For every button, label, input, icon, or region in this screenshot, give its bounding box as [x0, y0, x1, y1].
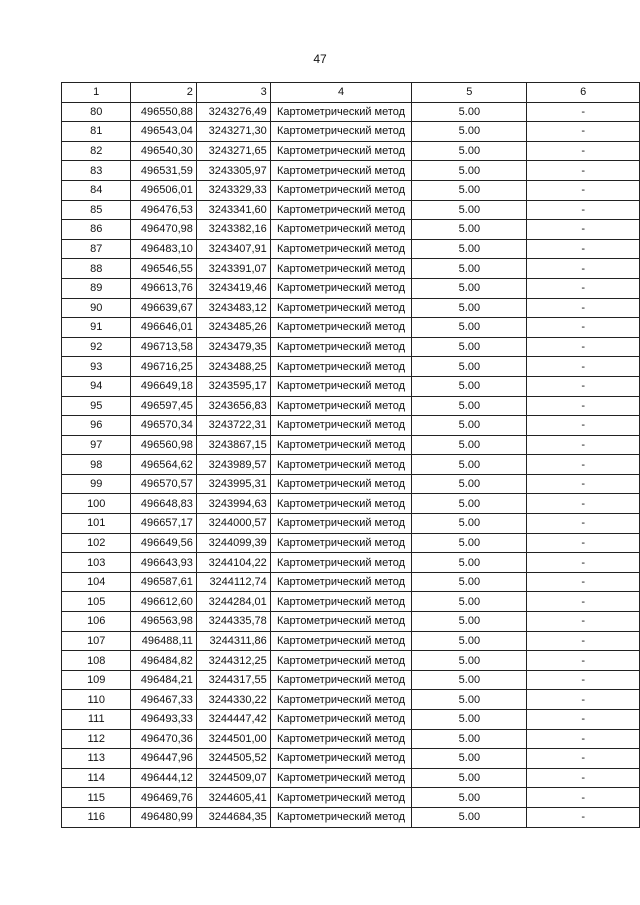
note-cell: - — [527, 141, 640, 161]
accuracy-cell: 5.00 — [412, 533, 527, 553]
x-coordinate-cell: 496470,98 — [131, 220, 196, 240]
x-coordinate-cell: 496639,67 — [131, 298, 196, 318]
table-header-row — [62, 83, 640, 103]
method-cell: Картометрический метод — [270, 670, 412, 690]
x-coordinate-cell: 496447,96 — [131, 749, 196, 769]
note-cell: - — [527, 220, 640, 240]
accuracy-cell: 5.00 — [412, 768, 527, 788]
note-cell: - — [527, 592, 640, 612]
method-cell: Картометрический метод — [270, 239, 412, 259]
table-row — [62, 690, 640, 710]
y-coordinate-cell: 3243271,65 — [196, 141, 270, 161]
y-coordinate-cell: 3244284,01 — [196, 592, 270, 612]
accuracy-cell: 5.00 — [412, 749, 527, 769]
accuracy-cell: 5.00 — [412, 788, 527, 808]
y-coordinate-cell: 3244312,25 — [196, 651, 270, 671]
table-row — [62, 749, 640, 769]
y-coordinate-cell: 3244311,86 — [196, 631, 270, 651]
note-cell: - — [527, 690, 640, 710]
note-cell: - — [527, 749, 640, 769]
point-number-cell: 83 — [62, 161, 131, 181]
header-col-6: 6 — [527, 83, 640, 103]
accuracy-cell: 5.00 — [412, 239, 527, 259]
method-cell: Картометрический метод — [270, 651, 412, 671]
note-cell: - — [527, 102, 640, 122]
table-row — [62, 631, 640, 651]
point-number-cell: 102 — [62, 533, 131, 553]
method-cell: Картометрический метод — [270, 161, 412, 181]
y-coordinate-cell: 3244501,00 — [196, 729, 270, 749]
point-number-cell: 114 — [62, 768, 131, 788]
accuracy-cell: 5.00 — [412, 416, 527, 436]
accuracy-cell: 5.00 — [412, 141, 527, 161]
accuracy-cell: 5.00 — [412, 690, 527, 710]
table-row — [62, 416, 640, 436]
point-number-cell: 113 — [62, 749, 131, 769]
table-row — [62, 278, 640, 298]
x-coordinate-cell: 496506,01 — [131, 180, 196, 200]
method-cell: Картометрический метод — [270, 416, 412, 436]
method-cell: Картометрический метод — [270, 122, 412, 142]
method-cell: Картометрический метод — [270, 298, 412, 318]
x-coordinate-cell: 496476,53 — [131, 200, 196, 220]
table-row — [62, 396, 640, 416]
note-cell: - — [527, 180, 640, 200]
y-coordinate-cell: 3243479,35 — [196, 337, 270, 357]
method-cell: Картометрический метод — [270, 592, 412, 612]
table-row — [62, 572, 640, 592]
x-coordinate-cell: 496470,36 — [131, 729, 196, 749]
accuracy-cell: 5.00 — [412, 357, 527, 377]
coordinates-table — [61, 82, 640, 828]
method-cell: Картометрический метод — [270, 631, 412, 651]
note-cell: - — [527, 318, 640, 338]
x-coordinate-cell: 496550,88 — [131, 102, 196, 122]
table-row — [62, 494, 640, 514]
x-coordinate-cell: 496493,33 — [131, 710, 196, 730]
method-cell: Картометрический метод — [270, 220, 412, 240]
table-row — [62, 710, 640, 730]
note-cell: - — [527, 572, 640, 592]
y-coordinate-cell: 3244509,07 — [196, 768, 270, 788]
x-coordinate-cell: 496467,33 — [131, 690, 196, 710]
note-cell: - — [527, 768, 640, 788]
note-cell: - — [527, 710, 640, 730]
note-cell: - — [527, 612, 640, 632]
note-cell: - — [527, 122, 640, 142]
method-cell: Картометрический метод — [270, 749, 412, 769]
x-coordinate-cell: 496543,04 — [131, 122, 196, 142]
accuracy-cell: 5.00 — [412, 494, 527, 514]
accuracy-cell: 5.00 — [412, 435, 527, 455]
point-number-cell: 98 — [62, 455, 131, 475]
x-coordinate-cell: 496612,60 — [131, 592, 196, 612]
y-coordinate-cell: 3243483,12 — [196, 298, 270, 318]
y-coordinate-cell: 3243382,16 — [196, 220, 270, 240]
method-cell: Картометрический метод — [270, 318, 412, 338]
accuracy-cell: 5.00 — [412, 474, 527, 494]
x-coordinate-cell: 496649,56 — [131, 533, 196, 553]
accuracy-cell: 5.00 — [412, 200, 527, 220]
accuracy-cell: 5.00 — [412, 553, 527, 573]
x-coordinate-cell: 496570,57 — [131, 474, 196, 494]
x-coordinate-cell: 496657,17 — [131, 514, 196, 534]
table-row — [62, 102, 640, 122]
table-row — [62, 180, 640, 200]
y-coordinate-cell: 3243989,57 — [196, 455, 270, 475]
method-cell: Картометрический метод — [270, 180, 412, 200]
x-coordinate-cell: 496483,10 — [131, 239, 196, 259]
point-number-cell: 91 — [62, 318, 131, 338]
table-row — [62, 553, 640, 573]
table-header — [62, 83, 640, 103]
y-coordinate-cell: 3243329,33 — [196, 180, 270, 200]
x-coordinate-cell: 496613,76 — [131, 278, 196, 298]
note-cell: - — [527, 651, 640, 671]
y-coordinate-cell: 3243995,31 — [196, 474, 270, 494]
table-row — [62, 376, 640, 396]
y-coordinate-cell: 3244335,78 — [196, 612, 270, 632]
y-coordinate-cell: 3243867,15 — [196, 435, 270, 455]
note-cell: - — [527, 494, 640, 514]
method-cell: Картометрический метод — [270, 357, 412, 377]
x-coordinate-cell: 496484,82 — [131, 651, 196, 671]
accuracy-cell: 5.00 — [412, 592, 527, 612]
y-coordinate-cell: 3244605,41 — [196, 788, 270, 808]
point-number-cell: 90 — [62, 298, 131, 318]
y-coordinate-cell: 3244099,39 — [196, 533, 270, 553]
accuracy-cell: 5.00 — [412, 318, 527, 338]
y-coordinate-cell: 3243341,60 — [196, 200, 270, 220]
x-coordinate-cell: 496531,59 — [131, 161, 196, 181]
table-row — [62, 474, 640, 494]
method-cell: Картометрический метод — [270, 396, 412, 416]
note-cell: - — [527, 161, 640, 181]
accuracy-cell: 5.00 — [412, 376, 527, 396]
y-coordinate-cell: 3243595,17 — [196, 376, 270, 396]
point-number-cell: 100 — [62, 494, 131, 514]
accuracy-cell: 5.00 — [412, 122, 527, 142]
table-row — [62, 318, 640, 338]
header-col-1: 1 — [62, 83, 131, 103]
accuracy-cell: 5.00 — [412, 180, 527, 200]
method-cell: Картометрический метод — [270, 612, 412, 632]
x-coordinate-cell: 496546,55 — [131, 259, 196, 279]
method-cell: Картометрический метод — [270, 514, 412, 534]
y-coordinate-cell: 3244505,52 — [196, 749, 270, 769]
table-row — [62, 670, 640, 690]
header-col-4: 4 — [270, 83, 412, 103]
y-coordinate-cell: 3243276,49 — [196, 102, 270, 122]
method-cell: Картометрический метод — [270, 494, 412, 514]
y-coordinate-cell: 3244447,42 — [196, 710, 270, 730]
note-cell: - — [527, 670, 640, 690]
x-coordinate-cell: 496484,21 — [131, 670, 196, 690]
table-row — [62, 651, 640, 671]
note-cell: - — [527, 376, 640, 396]
y-coordinate-cell: 3244684,35 — [196, 807, 270, 827]
x-coordinate-cell: 496587,61 — [131, 572, 196, 592]
accuracy-cell: 5.00 — [412, 710, 527, 730]
accuracy-cell: 5.00 — [412, 161, 527, 181]
note-cell: - — [527, 396, 640, 416]
method-cell: Картометрический метод — [270, 376, 412, 396]
table-row — [62, 612, 640, 632]
accuracy-cell: 5.00 — [412, 396, 527, 416]
point-number-cell: 109 — [62, 670, 131, 690]
note-cell: - — [527, 474, 640, 494]
y-coordinate-cell: 3243722,31 — [196, 416, 270, 436]
y-coordinate-cell: 3244104,22 — [196, 553, 270, 573]
point-number-cell: 93 — [62, 357, 131, 377]
point-number-cell: 112 — [62, 729, 131, 749]
y-coordinate-cell: 3243419,46 — [196, 278, 270, 298]
note-cell: - — [527, 278, 640, 298]
method-cell: Картометрический метод — [270, 788, 412, 808]
point-number-cell: 88 — [62, 259, 131, 279]
y-coordinate-cell: 3243656,83 — [196, 396, 270, 416]
point-number-cell: 107 — [62, 631, 131, 651]
note-cell: - — [527, 553, 640, 573]
point-number-cell: 105 — [62, 592, 131, 612]
x-coordinate-cell: 496649,18 — [131, 376, 196, 396]
accuracy-cell: 5.00 — [412, 651, 527, 671]
accuracy-cell: 5.00 — [412, 298, 527, 318]
accuracy-cell: 5.00 — [412, 670, 527, 690]
x-coordinate-cell: 496469,76 — [131, 788, 196, 808]
point-number-cell: 111 — [62, 710, 131, 730]
method-cell: Картометрический метод — [270, 141, 412, 161]
table-row — [62, 768, 640, 788]
y-coordinate-cell: 3243994,63 — [196, 494, 270, 514]
table-row — [62, 239, 640, 259]
note-cell: - — [527, 533, 640, 553]
point-number-cell: 94 — [62, 376, 131, 396]
point-number-cell: 97 — [62, 435, 131, 455]
point-number-cell: 99 — [62, 474, 131, 494]
point-number-cell: 80 — [62, 102, 131, 122]
table-row — [62, 729, 640, 749]
x-coordinate-cell: 496563,98 — [131, 612, 196, 632]
table-row — [62, 298, 640, 318]
point-number-cell: 89 — [62, 278, 131, 298]
accuracy-cell: 5.00 — [412, 807, 527, 827]
method-cell: Картометрический метод — [270, 710, 412, 730]
header-col-5: 5 — [412, 83, 527, 103]
header-col-3: 3 — [196, 83, 270, 103]
x-coordinate-cell: 496646,01 — [131, 318, 196, 338]
x-coordinate-cell: 496643,93 — [131, 553, 196, 573]
table-row — [62, 788, 640, 808]
table-row — [62, 357, 640, 377]
y-coordinate-cell: 3243271,30 — [196, 122, 270, 142]
note-cell: - — [527, 337, 640, 357]
accuracy-cell: 5.00 — [412, 455, 527, 475]
y-coordinate-cell: 3244330,22 — [196, 690, 270, 710]
y-coordinate-cell: 3243488,25 — [196, 357, 270, 377]
accuracy-cell: 5.00 — [412, 259, 527, 279]
method-cell: Картометрический метод — [270, 435, 412, 455]
method-cell: Картометрический метод — [270, 807, 412, 827]
table-row — [62, 161, 640, 181]
method-cell: Картометрический метод — [270, 259, 412, 279]
method-cell: Картометрический метод — [270, 337, 412, 357]
x-coordinate-cell: 496488,11 — [131, 631, 196, 651]
note-cell: - — [527, 455, 640, 475]
x-coordinate-cell: 496444,12 — [131, 768, 196, 788]
x-coordinate-cell: 496648,83 — [131, 494, 196, 514]
y-coordinate-cell: 3244317,55 — [196, 670, 270, 690]
method-cell: Картометрический метод — [270, 200, 412, 220]
accuracy-cell: 5.00 — [412, 278, 527, 298]
note-cell: - — [527, 631, 640, 651]
y-coordinate-cell: 3243485,26 — [196, 318, 270, 338]
method-cell: Картометрический метод — [270, 553, 412, 573]
y-coordinate-cell: 3244112,74 — [196, 572, 270, 592]
accuracy-cell: 5.00 — [412, 572, 527, 592]
accuracy-cell: 5.00 — [412, 729, 527, 749]
accuracy-cell: 5.00 — [412, 102, 527, 122]
point-number-cell: 87 — [62, 239, 131, 259]
point-number-cell: 85 — [62, 200, 131, 220]
table-row — [62, 807, 640, 827]
y-coordinate-cell: 3244000,57 — [196, 514, 270, 534]
point-number-cell: 108 — [62, 651, 131, 671]
note-cell: - — [527, 514, 640, 534]
note-cell: - — [527, 259, 640, 279]
method-cell: Картометрический метод — [270, 690, 412, 710]
point-number-cell: 103 — [62, 553, 131, 573]
point-number-cell: 104 — [62, 572, 131, 592]
note-cell: - — [527, 788, 640, 808]
note-cell: - — [527, 357, 640, 377]
method-cell: Картометрический метод — [270, 455, 412, 475]
x-coordinate-cell: 496597,45 — [131, 396, 196, 416]
point-number-cell: 95 — [62, 396, 131, 416]
point-number-cell: 115 — [62, 788, 131, 808]
x-coordinate-cell: 496570,34 — [131, 416, 196, 436]
table-row — [62, 259, 640, 279]
y-coordinate-cell: 3243407,91 — [196, 239, 270, 259]
point-number-cell: 82 — [62, 141, 131, 161]
point-number-cell: 101 — [62, 514, 131, 534]
table-body — [62, 102, 640, 827]
point-number-cell: 96 — [62, 416, 131, 436]
method-cell: Картометрический метод — [270, 102, 412, 122]
point-number-cell: 106 — [62, 612, 131, 632]
table-row — [62, 533, 640, 553]
accuracy-cell: 5.00 — [412, 612, 527, 632]
x-coordinate-cell: 496564,62 — [131, 455, 196, 475]
note-cell: - — [527, 239, 640, 259]
method-cell: Картометрический метод — [270, 572, 412, 592]
method-cell: Картометрический метод — [270, 474, 412, 494]
accuracy-cell: 5.00 — [412, 514, 527, 534]
table-row — [62, 200, 640, 220]
table-row — [62, 141, 640, 161]
note-cell: - — [527, 416, 640, 436]
x-coordinate-cell: 496480,99 — [131, 807, 196, 827]
table-row — [62, 220, 640, 240]
point-number-cell: 84 — [62, 180, 131, 200]
accuracy-cell: 5.00 — [412, 337, 527, 357]
note-cell: - — [527, 729, 640, 749]
table-row — [62, 122, 640, 142]
x-coordinate-cell: 496560,98 — [131, 435, 196, 455]
note-cell: - — [527, 435, 640, 455]
note-cell: - — [527, 200, 640, 220]
x-coordinate-cell: 496713,58 — [131, 337, 196, 357]
point-number-cell: 116 — [62, 807, 131, 827]
method-cell: Картометрический метод — [270, 768, 412, 788]
method-cell: Картометрический метод — [270, 278, 412, 298]
accuracy-cell: 5.00 — [412, 631, 527, 651]
table-row — [62, 435, 640, 455]
note-cell: - — [527, 298, 640, 318]
table-row — [62, 592, 640, 612]
point-number-cell: 86 — [62, 220, 131, 240]
x-coordinate-cell: 496540,30 — [131, 141, 196, 161]
header-col-2: 2 — [131, 83, 196, 103]
table-row — [62, 337, 640, 357]
x-coordinate-cell: 496716,25 — [131, 357, 196, 377]
point-number-cell: 81 — [62, 122, 131, 142]
table-row — [62, 455, 640, 475]
method-cell: Картометрический метод — [270, 729, 412, 749]
point-number-cell: 92 — [62, 337, 131, 357]
accuracy-cell: 5.00 — [412, 220, 527, 240]
y-coordinate-cell: 3243391,07 — [196, 259, 270, 279]
y-coordinate-cell: 3243305,97 — [196, 161, 270, 181]
note-cell: - — [527, 807, 640, 827]
point-number-cell: 110 — [62, 690, 131, 710]
method-cell: Картометрический метод — [270, 533, 412, 553]
page-number: 47 — [313, 52, 327, 66]
table-row — [62, 514, 640, 534]
